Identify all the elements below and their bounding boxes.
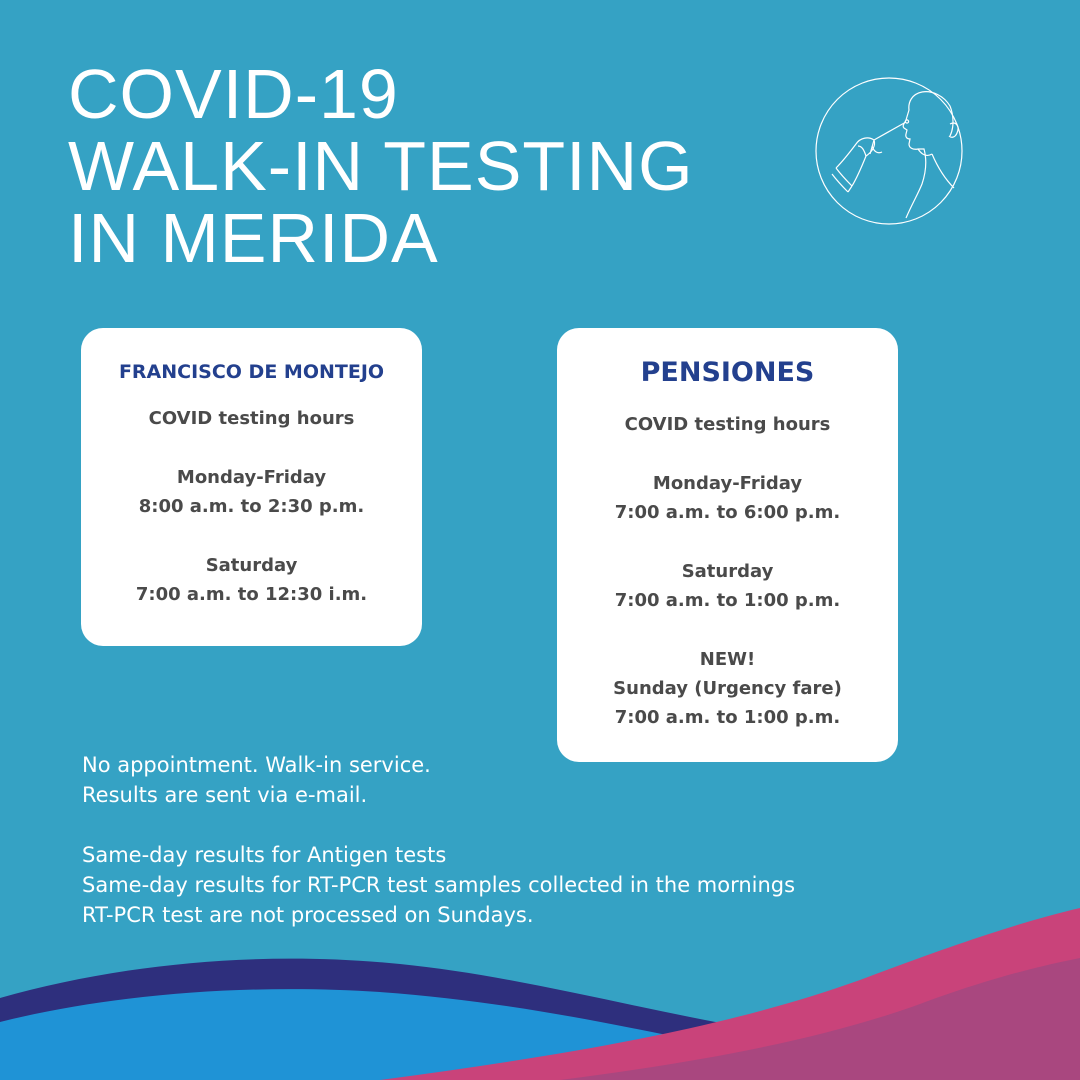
hours-subtitle: COVID testing hours xyxy=(148,408,355,429)
saturday-hours: 7:00 a.m. to 1:00 p.m. xyxy=(614,590,841,611)
saturday-label: Saturday xyxy=(205,555,298,576)
note-no-appointment: No appointment. Walk-in service. xyxy=(82,753,431,777)
sunday-label: Sunday (Urgency fare) xyxy=(613,678,842,699)
note-antigen-results: Same-day results for Antigen tests xyxy=(82,843,447,867)
note-results-email: Results are sent via e-mail. xyxy=(82,783,368,807)
note-rtpcr-sundays: RT-PCR test are not processed on Sundays. xyxy=(82,903,534,927)
sunday-hours: 7:00 a.m. to 1:00 p.m. xyxy=(614,707,841,728)
location-name: FRANCISCO DE MONTEJO xyxy=(118,361,385,383)
title-line-3: IN MERIDA xyxy=(68,199,439,277)
weekday-hours: 7:00 a.m. to 6:00 p.m. xyxy=(614,502,841,523)
title-line-1: COVID-19 xyxy=(68,55,399,133)
note-rtpcr-results: Same-day results for RT-PCR test samples collected in the mornings xyxy=(82,873,796,897)
weekday-label: Monday-Friday xyxy=(652,473,803,494)
saturday-label: Saturday xyxy=(681,561,774,582)
new-badge: NEW! xyxy=(699,649,756,670)
hours-subtitle: COVID testing hours xyxy=(624,414,831,435)
weekday-hours: 8:00 a.m. to 2:30 p.m. xyxy=(138,496,365,517)
location-name: PENSIONES xyxy=(640,357,815,388)
decorative-waves xyxy=(0,880,1080,1080)
location-card-francisco-de-montejo xyxy=(81,328,422,646)
page-title xyxy=(68,55,694,277)
nasal-swab-test-icon xyxy=(814,76,964,226)
saturday-hours: 7:00 a.m. to 12:30 i.m. xyxy=(135,584,368,605)
title-line-2: WALK-IN TESTING xyxy=(68,127,694,205)
weekday-label: Monday-Friday xyxy=(176,467,327,488)
location-card-pensiones xyxy=(557,328,898,762)
